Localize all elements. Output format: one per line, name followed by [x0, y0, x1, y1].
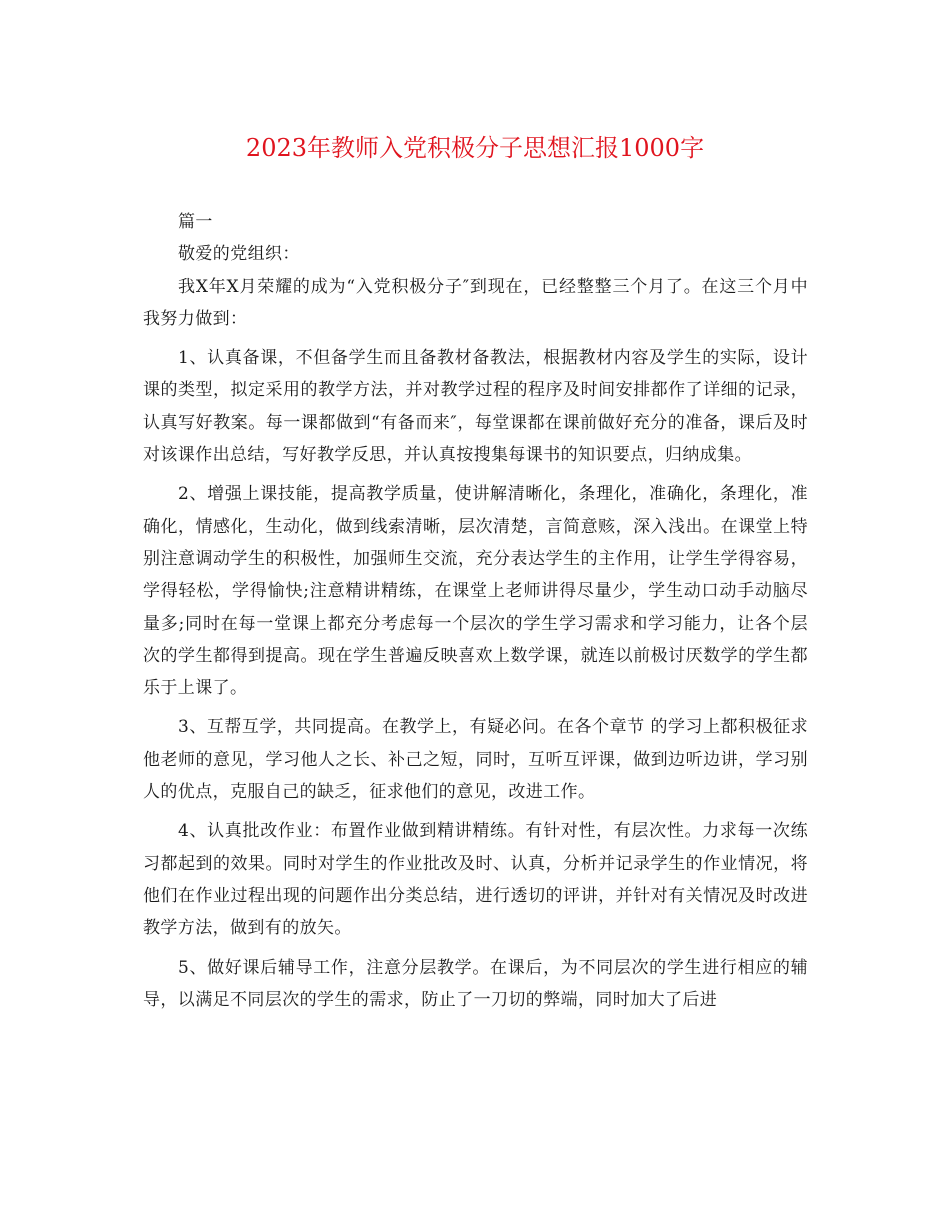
paragraph-1: 1、认真备课，不但备学生而且备教材备教法，根据教材内容及学生的实际，设计课的类型，拟定采用的教学方法，并对教学过程的程序及时间安排都作了详细的记录，认真写好教案。每一课都做到“有备而来″，每堂课都在课前做好充分的准备，课后及时对该课作出总结，写好教学反思，并认真按搜集每课书的知识要点，归纳成集。: [143, 348, 808, 466]
paragraph-2: 2、增强上课技能，提高教学质量，使讲解清晰化，条理化，准确化，条理化，准确化，情感化，生动化，做到线索清晰，层次清楚，言简意赅，深入浅出。在课堂上特别注意调动学生的积极性，加强师生交流，充分表达学生的主作用，让学生学得容易，学得轻松，学得愉快;注意精讲精练，在课堂上老师讲得尽量少，学生动口动手动脑尽量多;同时在每一堂课上都充分考虑每一个层次的学生学习需求和学习能力，让各个层次的学生都得到提高。现在学生普遍反映喜欢上数学课，就连以前极讨厌数学的学生都乐于上课了。: [143, 484, 808, 699]
salutation: 敬爱的党组织：: [178, 244, 300, 265]
section-label: 篇一: [178, 212, 213, 232]
paragraph-4: 4、认真批改作业：布置作业做到精讲精练。有针对性，有层次性。力求每一次练习都起到的效果。同时对学生的作业批改及时、认真，分析并记录学生的作业情况，将他们在作业过程出现的问题作出分类总结，进行透切的评讲，并针对有关情况及时改进教学方法，做到有的放矢。: [143, 821, 808, 939]
document-body: [143, 206, 808, 1016]
document-title: 2023年教师入党积极分子思想汇报1000字: [245, 134, 705, 162]
paragraph-3: 3、互帮互学，共同提高。在教学上，有疑必问。在各个章节 的学习上都积极征求他老师的意见，学习他人之长、补己之短，同时，互听互评课，做到边听边讲，学习别人的优点，克服自己的缺乏，征求他们的意见，改进工作。: [143, 717, 808, 803]
paragraph-intro: 我X年X月荣耀的成为“入党积极分子″到现在，已经整整三个月了。在这三个月中我努力做到：: [143, 276, 808, 329]
paragraph-5: 5、做好课后辅导工作，注意分层教学。在课后，为不同层次的学生进行相应的辅导，以满足不同层次的学生的需求，防止了一刀切的弊端，同时加大了后进: [143, 957, 808, 1010]
